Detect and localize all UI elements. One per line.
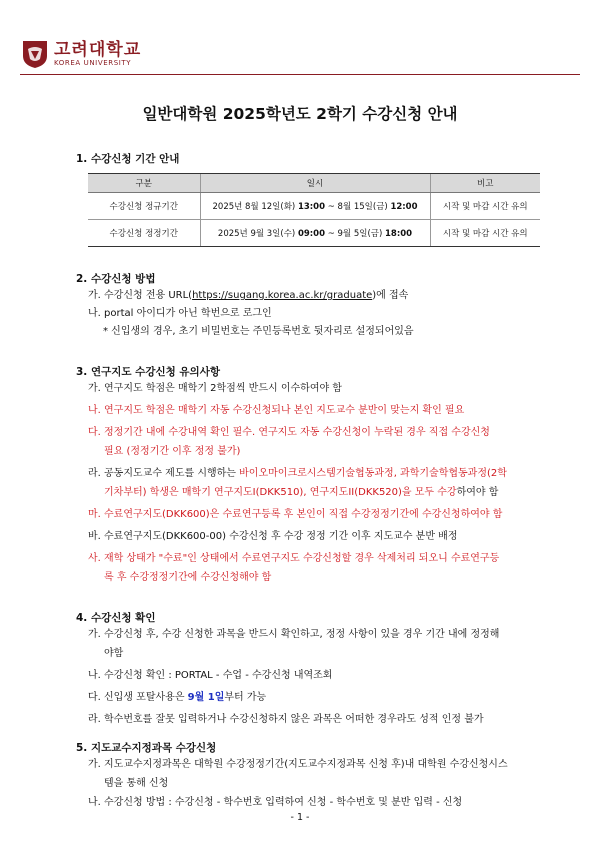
- section-4-item-ga-line1: 가. 수강신청 후, 수강 신청한 과목을 반드시 확인하고, 정정 사항이 있을 경우 기간 내에 정정해: [88, 629, 500, 640]
- column-header: 비고: [430, 174, 540, 193]
- section-1-heading: 1. 수강신청 기간 안내: [76, 153, 180, 165]
- schedule-table: [88, 173, 540, 247]
- section-2-item-na: 나. portal 아이디가 아닌 학번으로 로그인: [88, 308, 272, 319]
- section-2-heading: 2. 수강신청 방법: [76, 273, 156, 285]
- period-note-cell: 시작 및 마감 시간 유의: [430, 220, 540, 247]
- section-4-item-na: 나. 수강신청 확인 : PORTAL - 수업 - 수강신청 내역조회: [88, 670, 333, 681]
- section-3-item-ma: 마. 수료연구지도(DKK600)은 수료연구등록 후 본인이 직접 수강정정기간에 수강신청하여야 함: [88, 509, 503, 520]
- section-3-item-ra-line2: 기차부터) 학생은 매학기 연구지도I(DKK510), 연구지도II(DKK520)을 모두 수강하여야 함: [104, 487, 499, 498]
- section-2-note: * 신입생의 경우, 초기 비밀번호는 주민등록번호 뒷자리로 설정되어있음: [103, 326, 414, 337]
- section-3-item-da-line2: 필요 (정정기간 이후 정정 불가): [104, 446, 241, 457]
- section-2-item-ga: 가. 수강신청 전용 URL(https://sugang.korea.ac.kr/graduate)에 접속: [88, 290, 409, 301]
- section-3-item-na: 나. 연구지도 학점은 매학기 자동 수강신청되나 본인 지도교수 분반이 맞는지 확인 필요: [88, 405, 465, 416]
- section-3-item-sa-line1: 사. 재학 상태가 "수료"인 상태에서 수료연구지도 수강신청할 경우 삭제처리 되오니 수료연구등: [88, 553, 500, 564]
- section-4-item-ga-line2: 야함: [104, 648, 124, 659]
- header-divider: [20, 74, 580, 75]
- section-5-heading: 5. 지도교수지정과목 수강신청: [76, 742, 217, 754]
- section-4-item-ra: 라. 학수번호를 잘못 입력하거나 수강신청하지 않은 과목은 어떠한 경우라도 성적 인정 불가: [88, 714, 484, 725]
- table-header-row: [88, 174, 540, 193]
- page-title: 일반대학원 2025학년도 2학기 수강신청 안내: [142, 105, 458, 123]
- column-header: 일시: [200, 174, 430, 193]
- section-3-item-ga: 가. 연구지도 학점은 매학기 2학점씩 반드시 이수하여야 함: [88, 383, 342, 394]
- sugang-url-link[interactable]: https://sugang.korea.ac.kr/graduate: [192, 290, 373, 301]
- table-row: [88, 193, 540, 220]
- section-4-heading: 4. 수강신청 확인: [76, 612, 156, 624]
- period-note-cell: 시작 및 마감 시간 유의: [430, 193, 540, 220]
- period-type-cell: 수강신청 정정기간: [88, 220, 200, 247]
- logo-korean-text: 고려대학교: [54, 39, 142, 60]
- section-3-item-ra-line1: 라. 공동지도교수 제도를 시행하는 바이오마이크로시스템기술협동과정, 과학기술학협동과정(2학: [88, 468, 507, 479]
- university-crest-icon: [22, 39, 48, 69]
- column-header: 구분: [88, 174, 200, 193]
- section-3-item-ba: 바. 수료연구지도(DKK600-00) 수강신청 후 수강 정정 기간 이후 지도교수 분반 배정: [88, 531, 458, 542]
- table-row: [88, 220, 540, 247]
- section-3-heading: 3. 연구지도 수강신청 유의사항: [76, 366, 220, 378]
- section-3-item-da-line1: 다. 정정기간 내에 수강내역 확인 필수. 연구지도 자동 수강신청이 누락된 경우 직접 수강신청: [88, 427, 490, 438]
- section-4-item-da: 다. 신입생 포탈사용은 9월 1일부터 가능: [88, 692, 267, 703]
- section-5-item-ga-line1: 가. 지도교수지정과목은 대학원 수강정정기간(지도교수지정과목 신청 후)내 대학원 수강신청시스: [88, 759, 508, 770]
- section-3-item-sa-line2: 록 후 수강정정기간에 수강신청해야 함: [104, 572, 272, 583]
- page-number: - 1 -: [290, 812, 310, 823]
- section-5-item-na: 나. 수강신청 방법 : 수강신청 - 학수번호 입력하여 신청 - 학수번호 및 분반 입력 - 신청: [88, 797, 463, 808]
- university-logo: [22, 38, 141, 70]
- period-date-cell: 2025년 9월 3일(수) 09:00 ~ 9월 5일(금) 18:00: [200, 220, 430, 247]
- period-type-cell: 수강신청 정규기간: [88, 193, 200, 220]
- section-5-item-ga-line2: 템을 통해 신청: [104, 778, 169, 789]
- logo-english-text: KOREA UNIVERSITY: [54, 58, 132, 67]
- period-date-cell: 2025년 8월 12일(화) 13:00 ~ 8월 15일(금) 12:00: [200, 193, 430, 220]
